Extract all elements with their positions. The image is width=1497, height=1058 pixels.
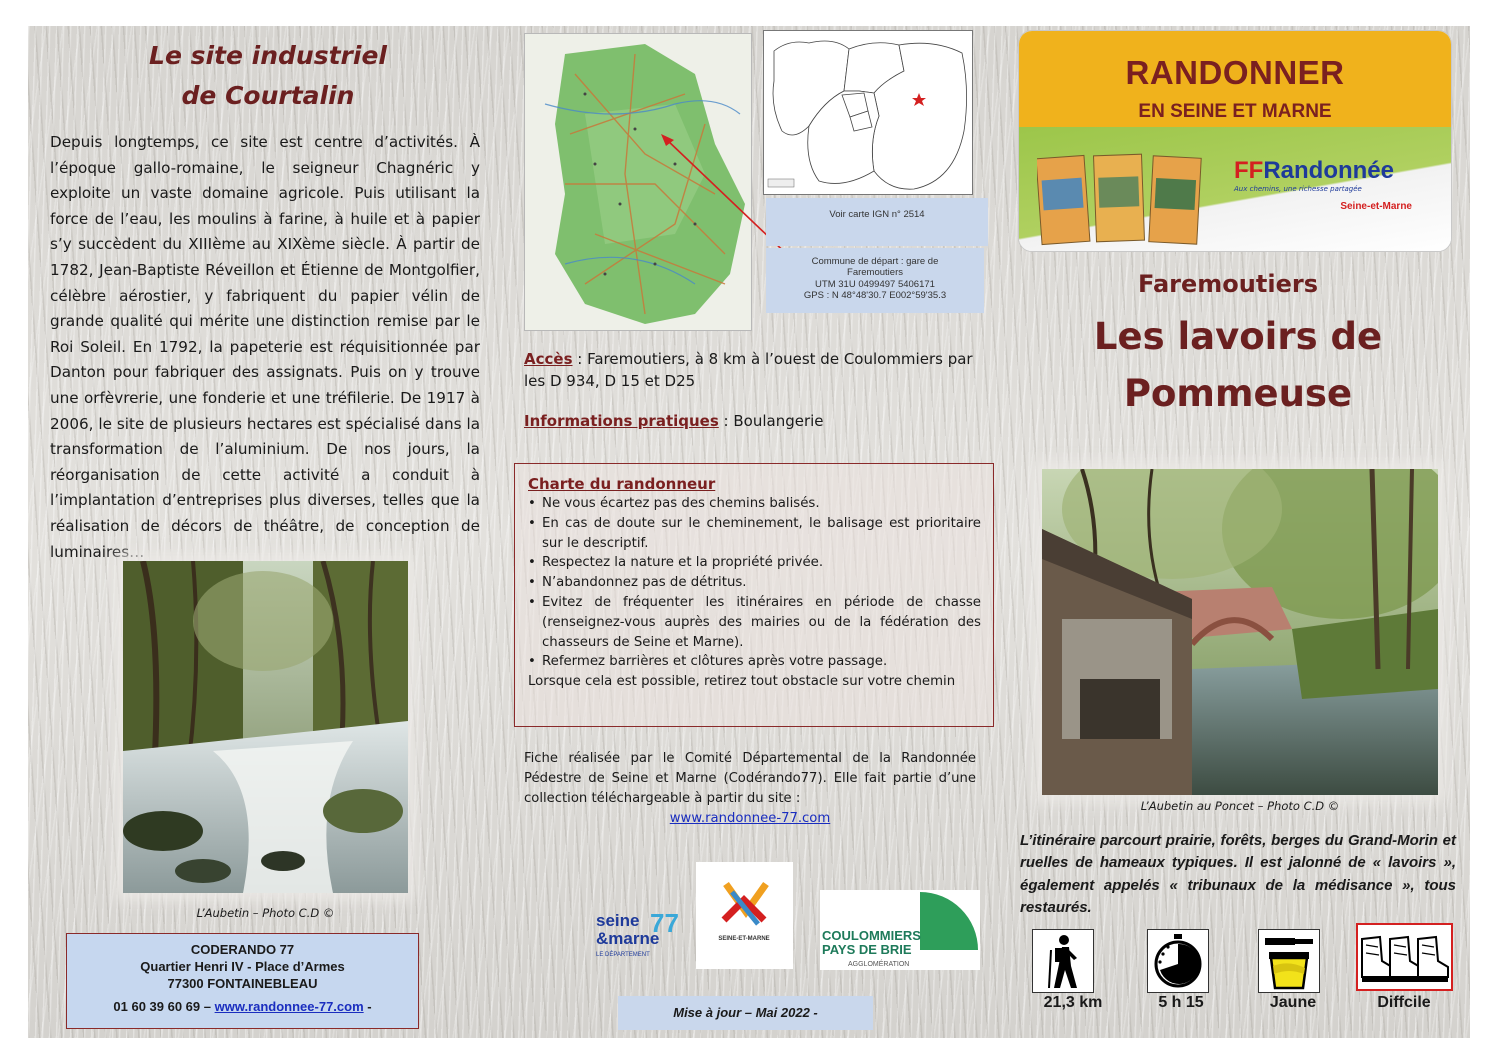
practical-info-label: Informations pratiques bbox=[524, 412, 719, 430]
credits-paragraph bbox=[524, 749, 976, 829]
hike-title-line2: Pommeuse bbox=[1123, 372, 1353, 415]
left-photo-caption: L’Aubetin – Photo C.D © bbox=[196, 906, 335, 920]
start-point-info bbox=[766, 248, 984, 313]
seine-et-marne-department-logo bbox=[594, 906, 686, 968]
logo-seine-number: 77 bbox=[650, 908, 679, 938]
contact-trail: - bbox=[363, 999, 372, 1014]
depart-line1: Commune de départ : gare de bbox=[811, 256, 939, 267]
charter-list bbox=[528, 494, 981, 672]
ile-de-france-map bbox=[763, 30, 973, 195]
start-town: Faremoutiers bbox=[1138, 270, 1318, 298]
depart-utm: UTM 31U 0499497 5406171 bbox=[815, 278, 935, 290]
charter-item: • En cas de doute sur le cheminement, le balisage est prioritaire sur le descriptif. bbox=[528, 514, 981, 554]
depart-gps: GPS : N 48°48'30.7 E002°59'35.3 bbox=[803, 290, 947, 302]
paint-marking-icon bbox=[1258, 929, 1320, 993]
charter-title: Charte du randonneur bbox=[528, 475, 716, 493]
practical-info-text: : Boulangerie bbox=[718, 412, 824, 430]
hiker-icon bbox=[1032, 929, 1094, 993]
logo-department-label: LE DÉPARTEMENT bbox=[596, 952, 650, 958]
banner-title-band bbox=[1019, 31, 1451, 127]
brochure-page bbox=[28, 26, 1470, 1038]
logo-agglomeration-word: AGGLOMÉRATION bbox=[848, 961, 910, 968]
charter-item: • Respectez la nature et la propriété privée. bbox=[528, 553, 981, 573]
contact-address1: Quartier Henri IV - Place d’Armes bbox=[140, 959, 345, 974]
charter-item: • N’abandonnez pas de détritus. bbox=[528, 573, 981, 593]
left-title-line2: de Courtalin bbox=[181, 81, 355, 110]
charter-item: • Refermez barrières et clôtures après votre passage. bbox=[528, 652, 981, 672]
credits-text: Fiche réalisée par le Comité Départemental de la Randonnée Pédestre de Seine et Marne (Codérando77). Elle fait partie d’une collection téléchargeable à partir du site : bbox=[524, 751, 976, 806]
ff-red-part: FF bbox=[1234, 157, 1264, 184]
contact-name: CODERANDO 77 bbox=[190, 942, 295, 957]
banner-subtitle: EN SEINE ET MARNE bbox=[1138, 101, 1332, 122]
difficulty-value: Diffcile bbox=[1377, 994, 1431, 1011]
hike-title-line1: Les lavoirs de bbox=[1093, 315, 1383, 358]
access-text: : Faremoutiers, à 8 km à l’ouest de Coulommiers par les D 934, D 15 et D25 bbox=[524, 350, 973, 390]
history-paragraph: Depuis longtemps, ce site est centre d’activités. À l’époque gallo-romaine, le seigneur Chagnéric y exploite un vaste domaine agricole. Puis utilisant la force de l’eau, les moulins à farine, à huile et à papier s’y succèdent du XIIIème au XIXème siècle. À partir de 1782, Jean-Baptiste Réveillon et Étienne de Montgolfier, célèbre aérostier, y fabriquent du papier vélin de grande qualité qui mérite une distinction remise par le Roi Soleil. En 1792, la papeterie est réquisitionnée par Danton pour fabriquer des assignats. Puis on y trouve une orfèvrerie, une fonderie et une tréfilerie. De 1917 à 2006, le site de plusieurs hectares est spécialisé dans la transformation de l’aluminium. De nos jours, la réorganisation de cette activité a conduit à l’implantation d’entreprises plus diverses, telles que la réalisation de décors de théâtre, de conception de luminaires… bbox=[50, 133, 480, 561]
marking-color-value: Jaune bbox=[1269, 994, 1317, 1011]
practical-info bbox=[524, 410, 974, 432]
coulommiers-pays-de-brie-logo bbox=[820, 890, 980, 970]
contact-address2: 77300 FONTAINEBLEAU bbox=[167, 976, 318, 991]
logo-coulommiers-word: COULOMMIERS bbox=[822, 928, 921, 943]
lavoir-bridge-photo bbox=[1042, 469, 1438, 795]
contact-website-link[interactable]: www.randonnee-77.com bbox=[214, 999, 364, 1014]
aubetin-river-photo bbox=[123, 561, 408, 893]
brochure-thumbnails bbox=[1037, 151, 1207, 247]
ff-blue-part: Randonnée bbox=[1263, 157, 1395, 184]
contact-phone: 01 60 39 60 69 – bbox=[113, 999, 215, 1014]
ff-slogan: Aux chemins, une richesse partagée bbox=[1234, 185, 1362, 193]
contact-phone-line bbox=[67, 998, 418, 1015]
stopwatch-icon bbox=[1147, 929, 1209, 993]
charter-item: • Ne vous écartez pas des chemins balisés. bbox=[528, 494, 981, 514]
access-label: Accès bbox=[524, 350, 573, 368]
hiking-boots-icon bbox=[1356, 923, 1453, 991]
left-title-line1: Le site industriel bbox=[149, 41, 387, 70]
ff-region: Seine-et-Marne bbox=[1340, 201, 1412, 212]
depart-line2: Faremoutiers bbox=[847, 267, 903, 279]
seine-et-marne-attractivite-logo bbox=[696, 862, 793, 969]
left-section-title bbox=[123, 36, 413, 116]
hike-title bbox=[1068, 308, 1408, 422]
logo-sm-label: SEINE-ET-MARNE bbox=[718, 936, 770, 942]
contact-box bbox=[66, 933, 419, 1029]
itinerary-description: L’itinéraire parcourt prairie, forêts, berges du Grand-Morin et ruelles de hameaux typiques. Il est jalonné de « lavoirs », également appelés « tribunaux de la médisance », tous restaurés. bbox=[1020, 832, 1456, 917]
banner-title: RANDONNER bbox=[1125, 54, 1345, 91]
credits-website-link[interactable]: www.randonnee-77.com bbox=[669, 811, 831, 826]
logo-pays-de-brie-word: PAYS DE BRIE bbox=[822, 942, 912, 957]
ign-map-note: Voir carte IGN n° 2514 bbox=[766, 198, 988, 246]
access-info bbox=[524, 348, 974, 392]
logo-marne-word: &marne bbox=[596, 929, 660, 948]
update-date: Mise à jour – Mai 2022 - bbox=[618, 996, 873, 1030]
distance-value: 21,3 km bbox=[1043, 994, 1103, 1011]
hiker-charter-box bbox=[514, 463, 994, 727]
duration-value: 5 h 15 bbox=[1158, 994, 1204, 1011]
randonner-banner bbox=[1018, 30, 1452, 252]
right-photo-caption: L’Aubetin au Poncet – Photo C.D © bbox=[1140, 799, 1340, 813]
charter-item: • Evitez de fréquenter les itinéraires en période de chasse (renseignez-vous auprès des mairies ou de la fédération des chasseurs de Seine et Marne). bbox=[528, 593, 981, 652]
ffrandonnee-wordmark bbox=[1234, 157, 1424, 185]
logo-seine-word: seine bbox=[596, 911, 640, 930]
ffrandonnee-logo bbox=[1234, 157, 1424, 227]
charter-closing: Lorsque cela est possible, retirez tout obstacle sur votre chemin bbox=[528, 674, 956, 690]
